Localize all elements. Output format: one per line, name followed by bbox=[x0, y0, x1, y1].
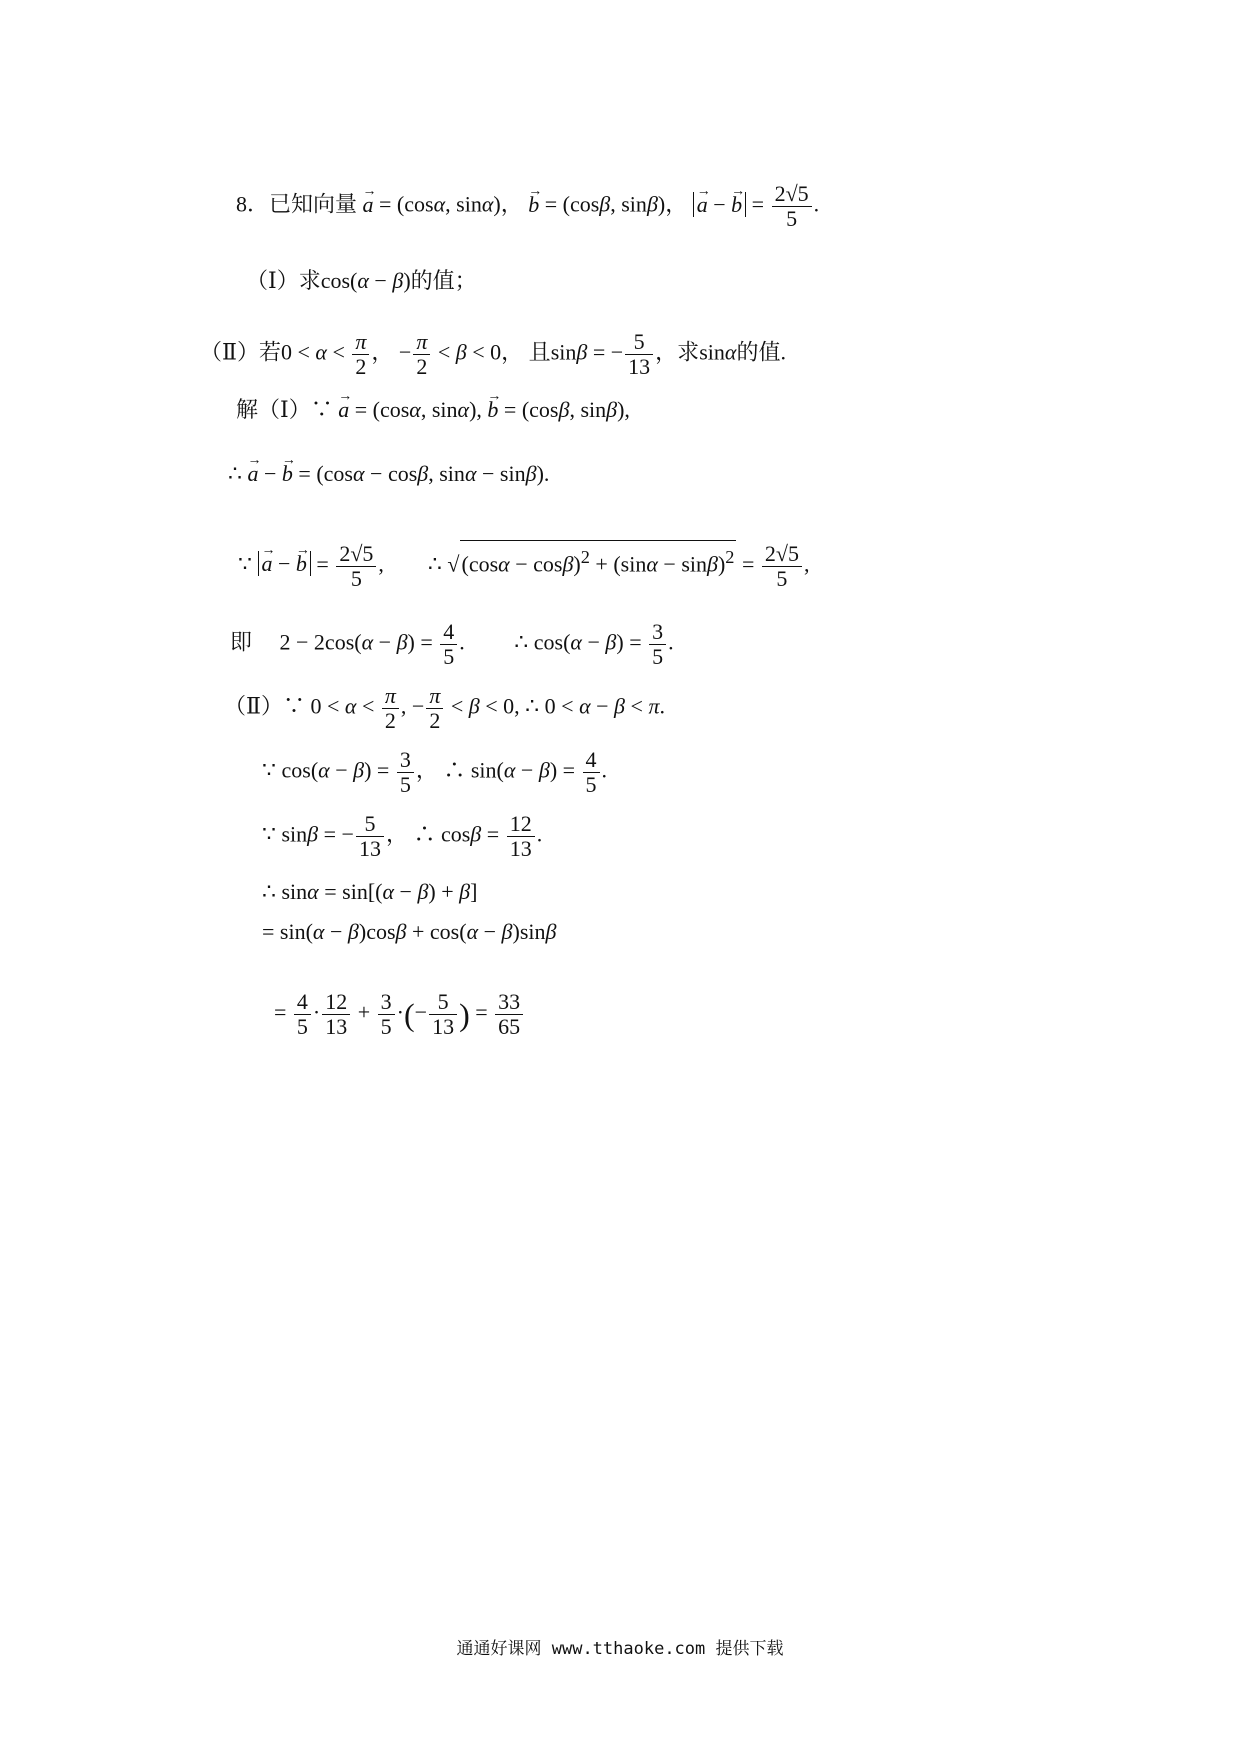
solution-5: （Ⅱ）∵ 0 < α < $\frac{\pi}{2}$ , − $\frac{\pi}{2}$ < β < 0, ∴ 0 < α − β < π. bbox=[224, 683, 665, 733]
question-2: （Ⅱ）若0 < α < $\frac{\pi}{2}$ ， − $\frac{\pi}{2}$ < β < 0， 且sinβ = − $\frac{5}{13}$ ，求sinα的值. bbox=[200, 329, 786, 379]
footer-credit: 通通好课网 www.tthaoke.com 提供下载 bbox=[456, 1639, 784, 1659]
question-1: （Ⅰ）求cos(α − β)的值； bbox=[246, 268, 477, 293]
solution-1: 解（Ⅰ）∵ → a = (cosα, sinα), → b = (cosβ, sinβ), bbox=[236, 394, 630, 426]
problem-line: 8．已知向量 → a = (cosα, sinα)， → b = (cosβ, sinβ)， → a − → b = $\frac{2√5}{5}$ . bbox=[236, 182, 819, 231]
solution-8: ∴ sinα = sin[(α − β) + β] bbox=[262, 879, 478, 904]
solution-10: = $\frac{4}{5}$ · $\frac{12}{13}$ + $\frac{3}{5}$ ·(− $\frac{5}{13}$ ) = $\frac{33}{65}$ bbox=[274, 990, 525, 1039]
problem-number: 8．已知向量 bbox=[236, 191, 358, 217]
solution-7: ∵ sinβ = − $\frac{5}{13}$ ， ∴ cosβ = $\frac{12}{13}$ . bbox=[262, 811, 543, 861]
solution-6: ∵ cos(α − β) = $\frac{3}{5}$ ， ∴ sin(α − β) = $\frac{4}{5}$ . bbox=[262, 747, 608, 797]
fraction: $\frac{2√5}{5}$ bbox=[772, 182, 812, 231]
solution-9: = sin(α − β)cosβ + cos(α − β)sinβ bbox=[262, 919, 557, 944]
solution-4: 即 2 − 2cos(α − β) = $\frac{4}{5}$ . ∴ cos(α − β) = $\frac{3}{5}$ . bbox=[230, 619, 674, 669]
solution-2: ∴ → a − → b = (cosα − cosβ, sinα − sinβ). bbox=[228, 458, 549, 490]
solution-3: ∵ → a − → b = $\frac{2√5}{5}$ , ∴ $√(\cos\alpha - \cos\beta)^2 + (\sin\alpha - \sin\beta)^2$ = $\frac{2√5}{5}$ , bbox=[238, 540, 809, 591]
